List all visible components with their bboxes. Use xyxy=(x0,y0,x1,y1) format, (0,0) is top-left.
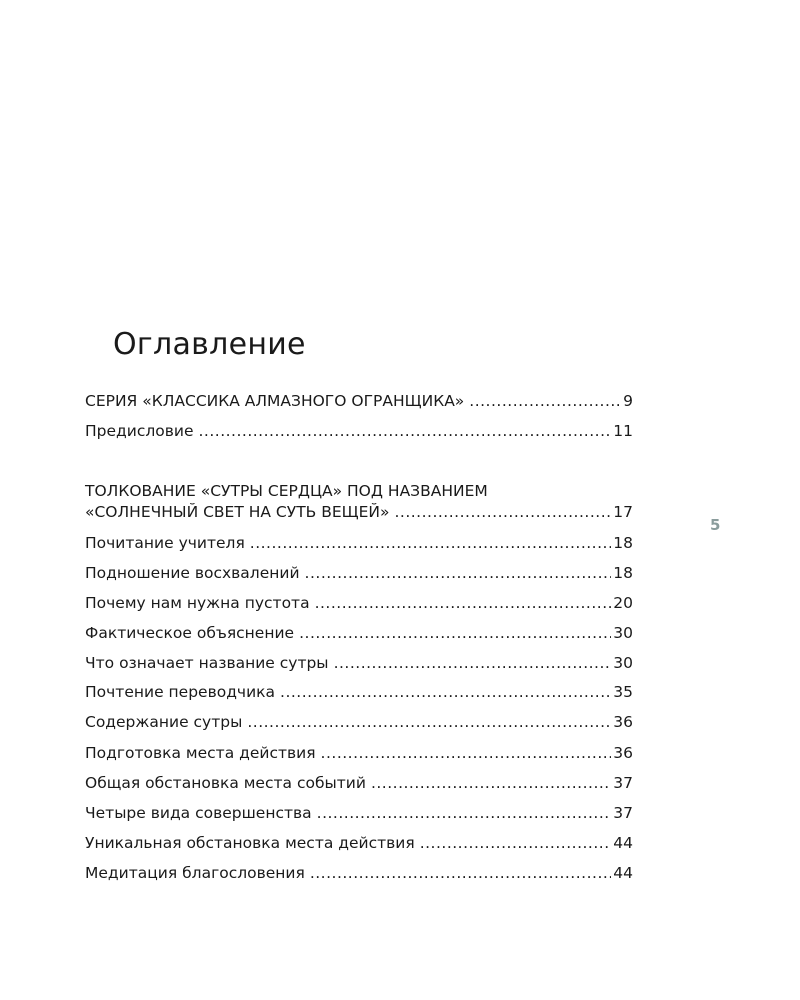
toc-entry[interactable] xyxy=(85,833,633,853)
toc-entry-series[interactable] xyxy=(85,391,633,411)
toc-entry[interactable] xyxy=(85,533,633,553)
toc-entry-commentary-line1[interactable]: ТОЛКОВАНИЕ «СУТРЫ СЕРДЦА» ПОД НАЗВАНИЕМ xyxy=(85,482,488,500)
toc-entry[interactable] xyxy=(85,743,633,763)
toc-entry-page: 18 xyxy=(613,534,633,552)
toc-entry[interactable] xyxy=(85,653,633,673)
dot-leader xyxy=(305,563,612,583)
toc-entry-page: 9 xyxy=(623,392,633,410)
toc-entry-label: Предисловие xyxy=(85,422,194,440)
toc-entry-page: 37 xyxy=(613,804,633,822)
toc-entry[interactable] xyxy=(85,563,633,583)
toc-entry-label: Почему нам нужна пустота xyxy=(85,594,310,612)
dot-leader xyxy=(315,593,612,613)
toc-entry-label: Четыре вида совершенства xyxy=(85,804,312,822)
toc-entry-label: Медитация благословения xyxy=(85,864,305,882)
toc-entry-label: СЕРИЯ «КЛАССИКА АЛМАЗНОГО ОГРАНЩИКА» xyxy=(85,392,465,410)
toc-entry-label: Почитание учителя xyxy=(85,534,245,552)
page-title: Оглавление xyxy=(113,327,306,362)
toc-entry-preface[interactable] xyxy=(85,421,633,441)
dot-leader xyxy=(394,502,611,522)
dot-leader xyxy=(371,773,611,793)
toc-entry-page: 35 xyxy=(613,683,633,701)
toc-entry-page: 30 xyxy=(613,654,633,672)
dot-leader xyxy=(469,391,621,411)
toc-entry-label: Подготовка места действия xyxy=(85,744,316,762)
toc-entry-page: 37 xyxy=(613,774,633,792)
toc-entry-page: 20 xyxy=(613,594,633,612)
dot-leader xyxy=(420,833,612,853)
toc-entry-label: Фактическое объяснение xyxy=(85,624,295,642)
toc-entry[interactable] xyxy=(85,773,633,793)
toc-entry[interactable] xyxy=(85,682,633,702)
dot-leader xyxy=(317,803,612,823)
toc-entry-page: 30 xyxy=(613,624,633,642)
toc-entry-label: Почтение переводчика xyxy=(85,683,276,701)
dot-leader xyxy=(321,743,612,763)
toc-entry-label: Общая обстановка места событий xyxy=(85,774,366,792)
toc-entry[interactable] xyxy=(85,712,633,732)
dot-leader xyxy=(334,653,612,673)
toc-entry-label: Содержание сутры xyxy=(85,713,243,731)
toc-entry-label: «СОЛНЕЧНЫЙ СВЕТ НА СУТЬ ВЕЩЕЙ» xyxy=(85,503,390,521)
page-number: 5 xyxy=(710,516,721,534)
toc-entry[interactable] xyxy=(85,803,633,823)
toc-entry-label: Что означает название сутры xyxy=(85,654,329,672)
toc-entry-page: 17 xyxy=(613,503,633,521)
dot-leader xyxy=(299,623,611,643)
toc-entry[interactable] xyxy=(85,623,633,643)
dot-leader xyxy=(310,863,611,883)
toc-entry-page: 44 xyxy=(613,864,633,882)
toc-entry-label: Уникальная обстановка места действия xyxy=(85,834,415,852)
toc-entry[interactable] xyxy=(85,593,633,613)
dot-leader xyxy=(280,682,611,702)
toc-entry-page: 18 xyxy=(613,564,633,582)
toc-entry-page: 44 xyxy=(613,834,633,852)
toc-entry-page: 36 xyxy=(613,713,633,731)
toc-entry[interactable] xyxy=(85,863,633,883)
dot-leader xyxy=(198,421,611,441)
dot-leader xyxy=(247,712,611,732)
toc-entry-commentary[interactable] xyxy=(85,502,633,522)
dot-leader xyxy=(250,533,611,553)
toc-entry-page: 36 xyxy=(613,744,633,762)
toc-entry-page: 11 xyxy=(613,422,633,440)
toc-entry-label: Подношение восхвалений xyxy=(85,564,300,582)
